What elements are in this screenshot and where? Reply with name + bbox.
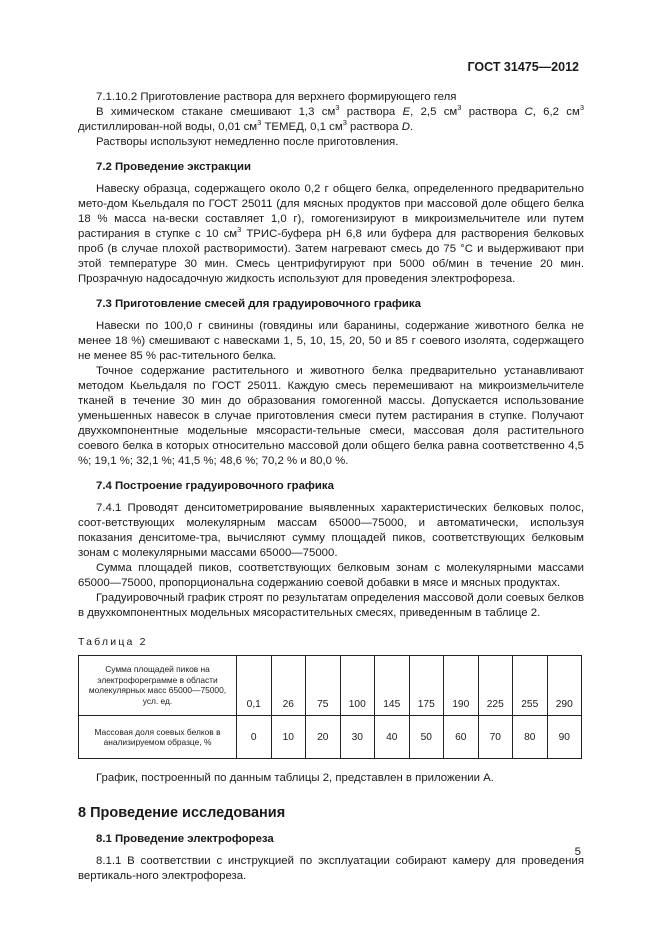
table-cell: 20 bbox=[306, 716, 341, 759]
table-cell: 255 bbox=[513, 656, 548, 716]
section-7-1-10-2-title: 7.1.10.2 Приготовление раствора для верхнего формирующего геля bbox=[96, 91, 457, 103]
section-7-2-title: 7.2 Проведение экстракции bbox=[96, 161, 251, 173]
section-7-3-paragraph-1: Навески по 100,0 г свинины (говядины или баранины, содержание животного белка не менее 18 %) смешивают с навесками 1, 5, 10, 15, 20, 50 и 85 г соевого изолята, содержащего не менее 85 % рас-тительного белка. bbox=[78, 320, 584, 362]
section-7-4-paragraph-1: 7.4.1 Проводят денситометрирование выявленных характеристических белковых полос, соот-ветствующих молекулярным массам 65000—75000, и автоматически, используя показания денситоме-тра, вычисляют сумму площадей пиков, соответствующих белковым зонам с молекулярными массами 65000—75000. bbox=[78, 502, 584, 559]
table-cell: 190 bbox=[444, 656, 479, 716]
table-2-row-1-label: Сумма площадей пиков на электрофореграмме в области молекулярных масс 65000—75000, усл. ед. bbox=[79, 656, 237, 716]
section-7-1-10-2-note: Растворы используют немедленно после приготовления. bbox=[96, 136, 399, 148]
table-row bbox=[79, 656, 582, 716]
section-7-2-paragraph: Навеску образца, содержащего около 0,2 г общего белка, определенного предварительно мето-дом Кьельдаля по ГОСТ 25011 (для мясных продуктов при массовой доле общего белка 18 % масса на-вески составляет 1,0 г), гомогенизируют в микроизмельчителе или путем растирания в ступке с 10 $см^3$ ТРИС-буфера pH 6,8 или буфера для растворения белковых проб (в случае плохой растворимости). Затем нагревают смесь до 75 °С и выдерживают при этой температуре 30 мин. Смесь центрифугируют при 5000 об/мин в течение 20 мин. Прозрачную надосадочную жидкость используют для проведения электрофореза. bbox=[78, 183, 585, 285]
section-8-title: 8 Проведение исследования bbox=[78, 805, 286, 821]
table-cell: 75 bbox=[306, 656, 341, 716]
document-code-header: ГОСТ 31475—2012 bbox=[467, 60, 579, 74]
section-7-1-10-2-paragraph: В химическом стакане смешивают 1,3 $см^3$ раствора E, 2,5 $см^3$ раствора C, 6,2 $см^3$ дистиллирован-ной воды, 0,01 $см^3$ ТЕМЕД, 0,1 $см^3$ раствора D. bbox=[78, 103, 584, 133]
table-cell: 70 bbox=[478, 716, 513, 759]
page-number: 5 bbox=[574, 846, 581, 858]
table-cell: 290 bbox=[547, 656, 582, 716]
section-7-4-paragraph-2: Сумма площадей пиков, соответствующих белковым зонам с молекулярными массами 65000—75000, пропорциональна содержанию соевой добавки в мясе и мясных продуктах. bbox=[78, 562, 584, 589]
table-cell: 175 bbox=[409, 656, 444, 716]
section-8-1-title: 8.1 Проведение электрофореза bbox=[96, 833, 274, 845]
table-cell: 60 bbox=[444, 716, 479, 759]
table-row bbox=[79, 716, 582, 759]
table-cell: 10 bbox=[271, 716, 306, 759]
section-7-3-title: 7.3 Приготовление смесей для градуировочного графика bbox=[96, 298, 421, 310]
table-cell: 145 bbox=[375, 656, 410, 716]
table-cell: 0 bbox=[237, 716, 272, 759]
section-8-1-1-paragraph: 8.1.1 В соответствии с инструкцией по эксплуатации собирают камеру для проведения вертикаль-ного электрофореза. bbox=[78, 855, 584, 882]
section-7-4-paragraph-3: Градуировочный график строят по результатам определения массовой доли соевых белков в двухкомпонентных модельных мясорастительных смесях, приведенным в таблице 2. bbox=[78, 592, 584, 619]
section-7-4-title: 7.4 Построение градуировочного графика bbox=[96, 480, 334, 492]
table-cell: 30 bbox=[340, 716, 375, 759]
table-cell: 26 bbox=[271, 656, 306, 716]
table-cell: 225 bbox=[478, 656, 513, 716]
table-cell: 90 bbox=[547, 716, 582, 759]
table-2-row-2-label: Массовая доля соевых белков в анализируемом образце, % bbox=[79, 716, 237, 759]
after-table-paragraph: График, построенный по данным таблицы 2, представлен в приложении А. bbox=[96, 772, 494, 784]
page-content bbox=[78, 90, 584, 884]
table-cell: 0,1 bbox=[237, 656, 272, 716]
table-cell: 100 bbox=[340, 656, 375, 716]
table-cell: 40 bbox=[375, 716, 410, 759]
section-7-3-paragraph-2: Точное содержание растительного и животного белка предварительно устанавливают методом Кьельдаля по ГОСТ 25011. Каждую смесь перемешивают на микроизмельчителе тканей в течение 30 мин до образования гомогенной массы. Допускается использование уменьшенных навесок в случае приготовления смеси путем растирания в ступке. Получают двухкомпонентные модельные мясорасти-тельные смеси, массовая доля растительного соевого белка в которых относительно массовой доли общего белка равна соответственно 4,5 %; 19,1 %; 32,1 %; 41,5 %; 48,6 %; 70,2 % и 80,0 %. bbox=[78, 365, 584, 467]
table-cell: 50 bbox=[409, 716, 444, 759]
table-2-caption: Таблица 2 bbox=[78, 636, 148, 648]
table-cell: 80 bbox=[513, 716, 548, 759]
table-2 bbox=[78, 655, 582, 759]
